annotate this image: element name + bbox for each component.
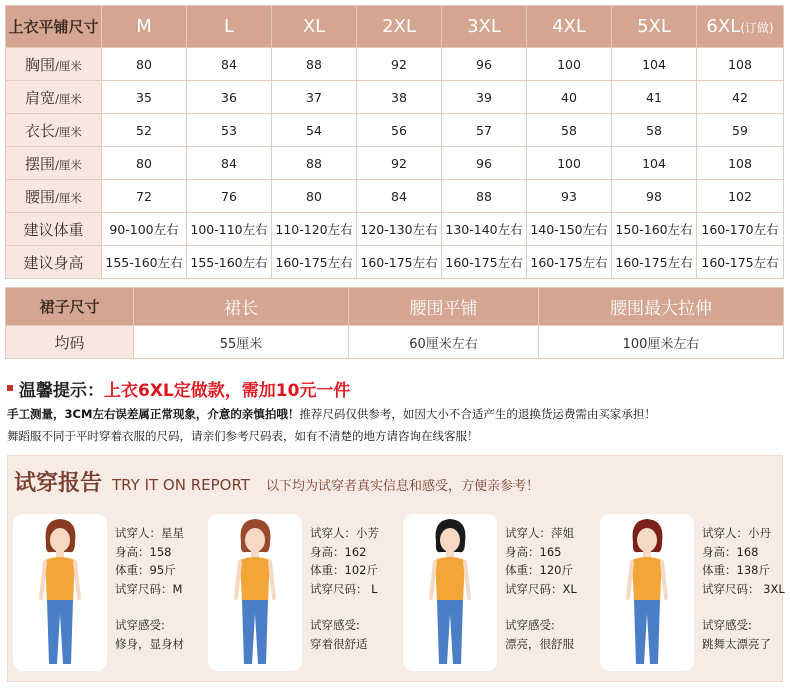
table-cell: 104 <box>612 147 697 180</box>
table-cell: 42 <box>697 81 784 114</box>
tester-size: 试穿尺码：XL <box>505 581 577 596</box>
table-cell: 130-140左右 <box>442 213 527 246</box>
tester-name: 试穿人：小芳 <box>310 526 379 540</box>
table-row <box>6 114 784 147</box>
row-label <box>6 114 102 147</box>
table-row <box>6 81 784 114</box>
tester-figure-icon <box>13 514 107 671</box>
skirt-col-header: 腰围平铺 <box>349 288 539 326</box>
skirt-col-header: 腰围最大拉伸 <box>539 288 784 326</box>
table-cell: 140-150左右 <box>527 213 612 246</box>
tester-name: 试穿人：小丹 <box>702 526 771 540</box>
table-cell: 160-175左右 <box>527 246 612 279</box>
size-col-header: 3XL <box>442 6 527 48</box>
row-label-text: 胸围 <box>25 55 56 74</box>
row-label <box>6 48 102 81</box>
row-unit: /厘米 <box>55 190 82 205</box>
tester-info <box>310 524 379 653</box>
tester-height: 身高：165 <box>505 544 562 559</box>
table-cell: 160-175左右 <box>697 246 784 279</box>
table-cell: 92 <box>357 48 442 81</box>
tester-info <box>115 524 184 653</box>
table-cell: 155-160左右 <box>187 246 272 279</box>
table-cell: 59 <box>697 114 784 147</box>
table-cell: 52 <box>102 114 187 147</box>
table-cell: 160-175左右 <box>612 246 697 279</box>
row-label <box>6 147 102 180</box>
table-cell: 160-175左右 <box>442 246 527 279</box>
table-cell: 100-110左右 <box>187 213 272 246</box>
tips-line-1-rest: 推荐尺码仅供参考，如因大小不合适产生的退换货运费需由买家承担！ <box>299 407 656 421</box>
row-label-text: 建议体重 <box>23 220 84 239</box>
table-cell: 104 <box>612 48 697 81</box>
table-row <box>6 246 784 279</box>
size-col-header: 5XL <box>612 6 697 48</box>
row-unit: /厘米 <box>55 157 82 172</box>
table-cell: 80 <box>272 180 357 213</box>
table-cell: 100 <box>527 48 612 81</box>
tester-photo-card <box>600 514 694 671</box>
table-cell: 100 <box>527 147 612 180</box>
table-cell: 92 <box>357 147 442 180</box>
spacer <box>505 598 577 616</box>
table-cell: 84 <box>357 180 442 213</box>
size-col-header: 2XL <box>357 6 442 48</box>
size-col-header-custom <box>697 6 784 48</box>
table-cell: 54 <box>272 114 357 147</box>
size-col-header: XL <box>272 6 357 48</box>
tester-weight: 体重：102斤 <box>310 563 378 577</box>
table-cell: 58 <box>527 114 612 147</box>
table-cell: 58 <box>612 114 697 147</box>
tester-photo-card <box>13 514 107 671</box>
report-title: 试穿报告 <box>14 470 103 496</box>
tester-info <box>505 524 577 653</box>
row-label-text: 衣长 <box>25 121 56 140</box>
tester-feel-label: 试穿感受: <box>115 618 165 632</box>
table-row <box>6 147 784 180</box>
table-cell: 88 <box>272 147 357 180</box>
report-title-en: TRY IT ON REPORT <box>112 476 250 494</box>
table-cell: 53 <box>187 114 272 147</box>
tester-feel: 穿着很舒适 <box>310 636 368 651</box>
table-cell: 36 <box>187 81 272 114</box>
spacer <box>115 598 184 616</box>
skirt-row-label: 均码 <box>6 326 134 359</box>
tester-feel: 跳舞太漂亮了 <box>702 636 771 651</box>
tips-title-label: 温馨提示： <box>19 380 104 401</box>
tips-line-1-bold: 手工测量，3CM左右误差属正常现象，介意的亲慎拍哦！ <box>7 407 300 421</box>
table-cell: 88 <box>442 180 527 213</box>
size-table-corner: 上衣平铺尺寸 <box>6 6 102 48</box>
tester-size: 试穿尺码：M <box>115 581 183 596</box>
tester-height: 身高：158 <box>115 544 172 559</box>
tester-photo-card <box>208 514 302 671</box>
tips-line-2: 舞蹈服不同于平时穿着衣服的尺码，请亲们参考尺码表，如有不清楚的地方请咨询在线客服！ <box>7 429 479 443</box>
table-cell: 96 <box>442 48 527 81</box>
spacer <box>310 598 379 616</box>
table-row <box>6 48 784 81</box>
skirt-table-corner: 裙子尺寸 <box>6 288 134 326</box>
tester-info <box>702 524 785 653</box>
table-cell: 38 <box>357 81 442 114</box>
table-cell: 88 <box>272 48 357 81</box>
table-cell: 55厘米 <box>134 326 349 359</box>
tester-height: 身高：168 <box>702 544 759 559</box>
spacer <box>702 598 785 616</box>
row-label <box>6 246 102 279</box>
tester-feel-label: 试穿感受: <box>505 618 555 632</box>
table-cell: 120-130左右 <box>357 213 442 246</box>
table-cell: 40 <box>527 81 612 114</box>
table-cell: 98 <box>612 180 697 213</box>
report-note: 以下均为试穿者真实信息和感受，方便亲参考！ <box>265 479 539 494</box>
tips-section <box>7 376 783 444</box>
table-cell: 56 <box>357 114 442 147</box>
row-label <box>6 180 102 213</box>
table-cell: 155-160左右 <box>102 246 187 279</box>
table-row <box>6 326 784 359</box>
tips-title <box>7 376 783 400</box>
table-cell: 102 <box>697 180 784 213</box>
tester-figure-icon <box>403 514 497 671</box>
row-unit: /厘米 <box>55 58 82 73</box>
row-label-text: 摆围 <box>25 154 56 173</box>
row-label <box>6 81 102 114</box>
tester-feel-label: 试穿感受: <box>310 618 360 632</box>
tester-weight: 体重：120斤 <box>505 563 573 577</box>
tester-photo-card <box>403 514 497 671</box>
tips-line-1 <box>7 406 783 422</box>
tester-name: 试穿人：萍姐 <box>505 526 574 540</box>
row-label <box>6 213 102 246</box>
report-header <box>8 456 782 496</box>
tester-size: 试穿尺码： 3XL <box>702 581 785 596</box>
table-cell: 160-170左右 <box>697 213 784 246</box>
table-cell: 39 <box>442 81 527 114</box>
skirt-col-header: 裙长 <box>134 288 349 326</box>
tester-figure-icon <box>600 514 694 671</box>
table-cell: 90-100左右 <box>102 213 187 246</box>
table-cell: 35 <box>102 81 187 114</box>
row-label-text: 肩宽 <box>25 88 56 107</box>
tester-name: 试穿人：星星 <box>115 526 184 540</box>
tester-size: 试穿尺码： L <box>310 581 378 596</box>
table-cell: 57 <box>442 114 527 147</box>
tips-title-highlight: 上衣6XL定做款，需加10元一件 <box>104 380 351 401</box>
tester-figure-icon <box>208 514 302 671</box>
custom-size-label: 6XL <box>706 16 741 37</box>
custom-size-note: (订做) <box>740 21 774 35</box>
table-cell: 60厘米左右 <box>349 326 539 359</box>
tester-feel: 漂亮，很舒服 <box>505 636 574 651</box>
tester-weight: 体重：95斤 <box>115 563 176 577</box>
try-on-report <box>7 455 783 682</box>
table-cell: 84 <box>187 48 272 81</box>
skirt-size-table <box>5 287 784 359</box>
tester-weight: 体重：138斤 <box>702 563 770 577</box>
table-row <box>6 213 784 246</box>
table-cell: 37 <box>272 81 357 114</box>
table-cell: 160-175左右 <box>272 246 357 279</box>
skirt-header-row <box>6 288 784 326</box>
table-cell: 96 <box>442 147 527 180</box>
table-cell: 84 <box>187 147 272 180</box>
size-header-row <box>6 6 784 48</box>
table-cell: 108 <box>697 48 784 81</box>
table-cell: 41 <box>612 81 697 114</box>
table-cell: 150-160左右 <box>612 213 697 246</box>
tester-feel: 修身，显身材 <box>115 636 184 651</box>
table-cell: 72 <box>102 180 187 213</box>
table-cell: 160-175左右 <box>357 246 442 279</box>
table-cell: 100厘米左右 <box>539 326 784 359</box>
bullet-icon <box>7 385 13 391</box>
table-row <box>6 180 784 213</box>
table-cell: 80 <box>102 48 187 81</box>
size-col-header: L <box>187 6 272 48</box>
table-cell: 108 <box>697 147 784 180</box>
table-cell: 93 <box>527 180 612 213</box>
top-size-table <box>5 5 784 279</box>
table-cell: 80 <box>102 147 187 180</box>
row-label-text: 建议身高 <box>23 253 84 272</box>
size-col-header: 4XL <box>527 6 612 48</box>
size-col-header: M <box>102 6 187 48</box>
tester-feel-label: 试穿感受: <box>702 618 752 632</box>
row-label-text: 腰围 <box>25 187 56 206</box>
row-unit: /厘米 <box>55 124 82 139</box>
row-unit: /厘米 <box>55 91 82 106</box>
table-cell: 110-120左右 <box>272 213 357 246</box>
table-cell: 76 <box>187 180 272 213</box>
tester-height: 身高：162 <box>310 544 367 559</box>
